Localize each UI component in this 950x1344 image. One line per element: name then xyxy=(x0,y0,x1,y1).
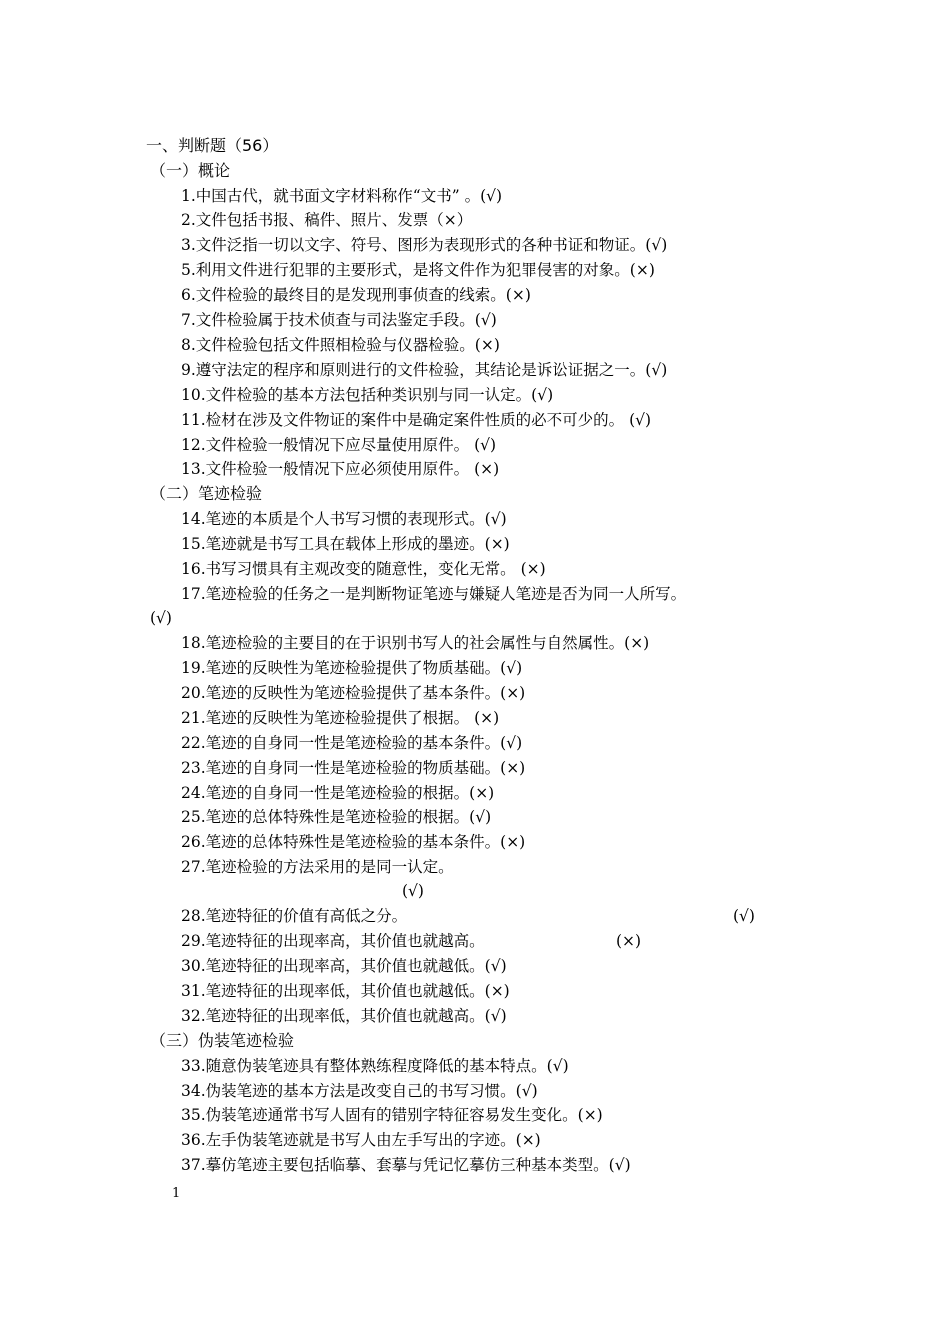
list-item: 28.笔迹特征的价值有高低之分。 xyxy=(181,907,408,925)
list-item: 29.笔迹特征的出现率高，其价值也就越高。 xyxy=(181,932,485,950)
list-item: 22.笔迹的自身同一性是笔迹检验的基本条件。(√) xyxy=(181,734,523,752)
section-heading-handwriting: （二）笔迹检验 xyxy=(150,484,263,503)
list-item: 37.摹仿笔迹主要包括临摹、套摹与凭记忆摹仿三种基本类型。(√) xyxy=(181,1156,631,1174)
list-item: 17.笔迹检验的任务之一是判断物证笔迹与嫌疑人笔迹是否为同一人所写。 xyxy=(181,585,687,603)
list-item: 5.利用文件进行犯罪的主要形式，是将文件作为犯罪侵害的对象。(×) xyxy=(181,261,655,279)
list-item: 12.文件检验一般情况下应尽量使用原件。 (√) xyxy=(181,436,497,454)
list-item: 15.笔迹就是书写工具在载体上形成的墨迹。(×) xyxy=(181,535,510,553)
question-type-heading: 一、判断题（56） xyxy=(146,136,279,155)
list-item: 20.笔迹的反映性为笔迹检验提供了基本条件。(×) xyxy=(181,684,526,702)
list-item: 6.文件检验的最终目的是发现刑事侦查的线索。(×) xyxy=(181,286,531,304)
section-heading-overview: （一）概论 xyxy=(150,161,231,180)
list-item: 34.伪装笔迹的基本方法是改变自己的书写习惯。(√) xyxy=(181,1082,538,1100)
list-item: 25.笔迹的总体特殊性是笔迹检验的根据。(√) xyxy=(181,808,492,826)
list-item: 16.书写习惯具有主观改变的随意性，变化无常。 (×) xyxy=(181,560,546,578)
list-item: 8.文件检验包括文件照相检验与仪器检验。(×) xyxy=(181,336,500,354)
list-item-answer: (√) xyxy=(150,609,172,627)
list-item: 1.中国古代，就书面文字材料称作“文书” 。(√) xyxy=(181,187,503,205)
list-item-answer: (×) xyxy=(616,932,642,950)
list-item: 21.笔迹的反映性为笔迹检验提供了根据。 (×) xyxy=(181,709,500,727)
list-item: 7.文件检验属于技术侦查与司法鉴定手段。(√) xyxy=(181,311,497,329)
list-item: 33.随意伪装笔迹具有整体熟练程度降低的基本特点。(√) xyxy=(181,1057,569,1075)
list-item: 26.笔迹的总体特殊性是笔迹检验的基本条件。(×) xyxy=(181,833,526,851)
list-item: 13.文件检验一般情况下应必须使用原件。 (×) xyxy=(181,460,500,478)
list-item: 10.文件检验的基本方法包括种类识别与同一认定。(√) xyxy=(181,386,554,404)
list-item: 30.笔迹特征的出现率高，其价值也就越低。(√) xyxy=(181,957,507,975)
list-item: 32.笔迹特征的出现率低，其价值也就越高。(√) xyxy=(181,1007,507,1025)
list-item-answer: (√) xyxy=(733,907,755,925)
page-number: 1 xyxy=(172,1186,181,1201)
list-item: 27.笔迹检验的方法采用的是同一认定。 xyxy=(181,858,454,876)
list-item: 18.笔迹检验的主要目的在于识别书写人的社会属性与自然属性。(×) xyxy=(181,634,650,652)
list-item: 3.文件泛指一切以文字、符号、图形为表现形式的各种书证和物证。(√) xyxy=(181,236,668,254)
list-item: 23.笔迹的自身同一性是笔迹检验的物质基础。(×) xyxy=(181,759,526,777)
list-item: 19.笔迹的反映性为笔迹检验提供了物质基础。(√) xyxy=(181,659,523,677)
list-item: 35.伪装笔迹通常书写人固有的错别字特征容易发生变化。(×) xyxy=(181,1106,603,1124)
list-item: 14.笔迹的本质是个人书写习惯的表现形式。(√) xyxy=(181,510,507,528)
list-item: 24.笔迹的自身同一性是笔迹检验的根据。(×) xyxy=(181,784,495,802)
section-heading-disguised-handwriting: （三）伪装笔迹检验 xyxy=(150,1031,295,1050)
list-item-answer: (√) xyxy=(402,882,424,900)
list-item: 36.左手伪装笔迹就是书写人由左手写出的字迹。(×) xyxy=(181,1131,541,1149)
list-item: 9.遵守法定的程序和原则进行的文件检验，其结论是诉讼证据之一。(√) xyxy=(181,361,668,379)
list-item: 31.笔迹特征的出现率低，其价值也就越低。(×) xyxy=(181,982,510,1000)
list-item: 2.文件包括书报、稿件、照片、发票（×） xyxy=(181,211,473,229)
list-item: 11.检材在涉及文件物证的案件中是确定案件性质的必不可少的。 (√) xyxy=(181,411,652,429)
